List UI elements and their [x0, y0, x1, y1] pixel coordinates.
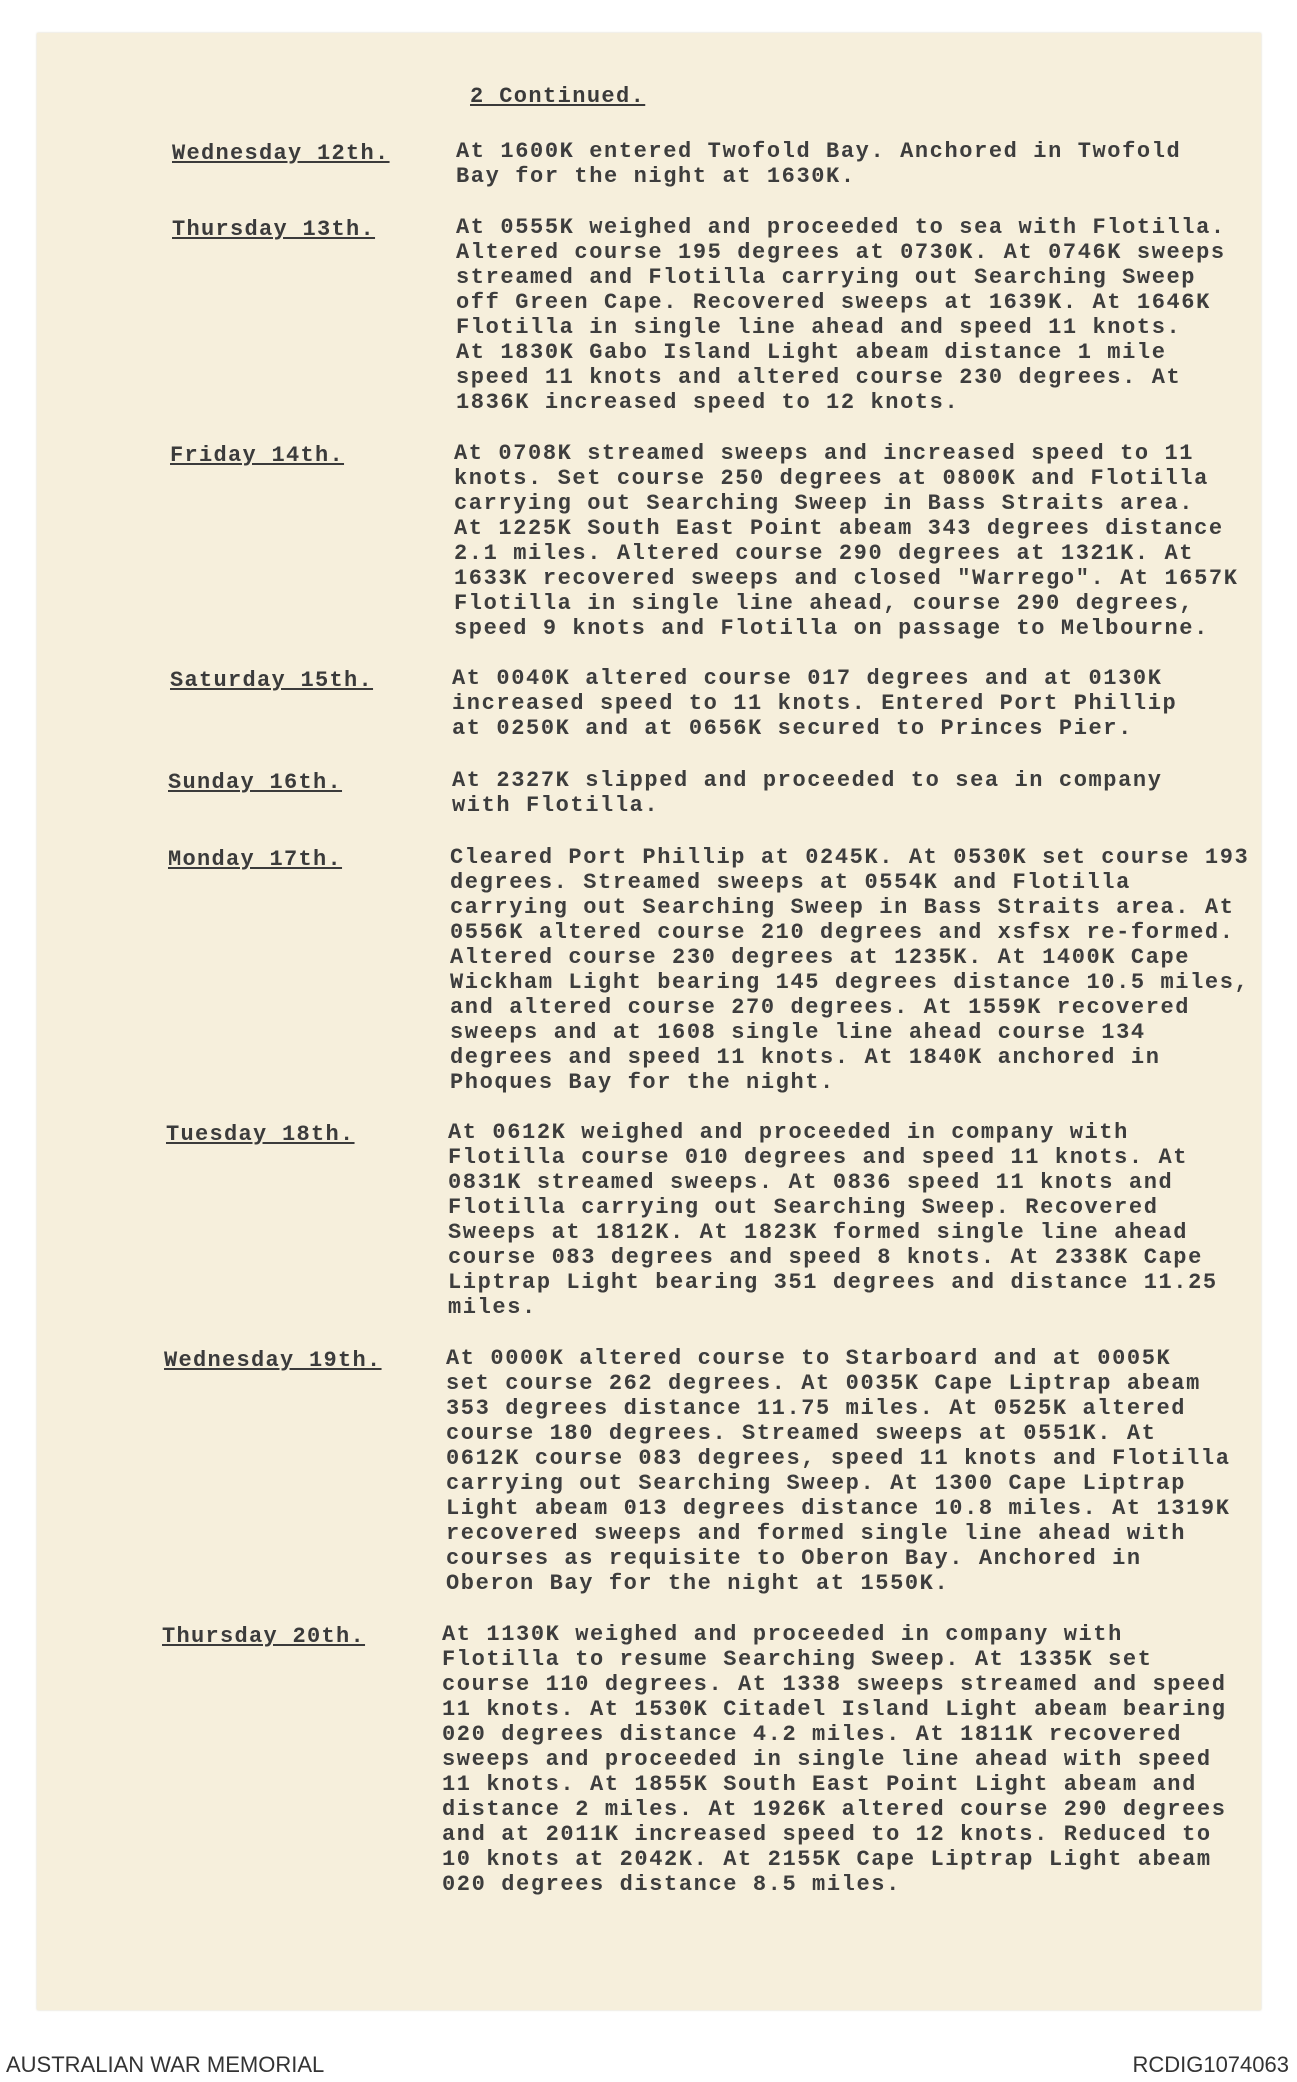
entry-line: At 2327K slipped and proceeded to sea in company	[452, 768, 1163, 793]
entry-line: 0612K course 083 degrees, speed 11 knots and Flotilla	[446, 1446, 1231, 1471]
entry-line: Sweeps at 1812K. At 1823K formed single line ahead	[448, 1220, 1189, 1245]
entry-text	[448, 1120, 1218, 1320]
entry-line: At 0708K streamed sweeps and increased speed to 11	[454, 441, 1195, 466]
page-heading: 2 Continued.	[470, 84, 646, 109]
entry-text	[446, 1346, 1231, 1596]
entry-line: Flotilla to resume Searching Sweep. At 1335K set	[442, 1647, 1153, 1672]
entry-line: 10 knots at 2042K. At 2155K Cape Liptrap Light abeam	[442, 1847, 1212, 1872]
entry-line: At 1600K entered Twofold Bay. Anchored in Twofold	[456, 139, 1182, 164]
entry-line: speed 9 knots and Flotilla on passage to Melbourne.	[454, 616, 1209, 641]
entry-line: set course 262 degrees. At 0035K Cape Liptrap abeam	[446, 1371, 1201, 1396]
entry-line: increased speed to 11 knots. Entered Port Phillip	[452, 691, 1178, 716]
entry-line: Flotilla carrying out Searching Sweep. Recovered	[448, 1195, 1159, 1220]
entry-text	[454, 441, 1239, 641]
entry-line: 020 degrees distance 4.2 miles. At 1811K recovered	[442, 1722, 1183, 1747]
entry-line: speed 11 knots and altered course 230 degrees. At	[456, 365, 1182, 390]
entry-line: Phoques Bay for the night.	[450, 1070, 835, 1095]
entry-line: At 0040K altered course 017 degrees and at 0130K	[452, 666, 1163, 691]
entry-line: 1836K increased speed to 12 knots.	[456, 390, 960, 415]
entry-line: with Flotilla.	[452, 793, 660, 818]
entry-text	[456, 139, 1181, 189]
entry-line: 1633K recovered sweeps and closed "Warrego". At 1657K	[454, 566, 1239, 591]
entry-line: streamed and Flotilla carrying out Searching Sweep	[456, 265, 1197, 290]
entry-text	[456, 215, 1226, 415]
entry-line: At 1225K South East Point abeam 343 degrees distance	[454, 516, 1224, 541]
entry-line: at 0250K and at 0656K secured to Princes Pier.	[452, 716, 1133, 741]
entry-date: Saturday 15th.	[170, 668, 374, 693]
entry-line: 11 knots. At 1530K Citadel Island Light abeam bearing	[442, 1697, 1227, 1722]
entry-line: degrees. Streamed sweeps at 0554K and Flotilla	[450, 870, 1131, 895]
footer-source: AUSTRALIAN WAR MEMORIAL	[6, 2052, 325, 2077]
entry-text	[452, 768, 1163, 818]
entry-line: Bay for the night at 1630K.	[456, 164, 856, 189]
entry-line: sweeps and at 1608 single line ahead course 134	[450, 1020, 1146, 1045]
entry-date: Sunday 16th.	[168, 770, 343, 795]
entry-line: course 083 degrees and speed 8 knots. At 2338K Cape	[448, 1245, 1203, 1270]
entry-date: Thursday 13th.	[172, 217, 376, 242]
entry-line: distance 2 miles. At 1926K altered course 290 degrees	[442, 1797, 1227, 1822]
entry-text	[450, 845, 1249, 1095]
entry-line: carrying out Searching Sweep in Bass Straits area.	[454, 491, 1195, 516]
entry-line: and at 2011K increased speed to 12 knots. Reduced to	[442, 1822, 1212, 1847]
entry-line: Light abeam 013 degrees distance 10.8 miles. At 1319K	[446, 1496, 1231, 1521]
entry-line: 11 knots. At 1855K South East Point Light abeam and	[442, 1772, 1197, 1797]
entry-line: and altered course 270 degrees. At 1559K recovered	[450, 995, 1191, 1020]
entry-line: 353 degrees distance 11.75 miles. At 0525K altered	[446, 1396, 1187, 1421]
entry-date: Thursday 20th.	[162, 1624, 366, 1649]
entry-line: 0831K streamed sweeps. At 0836 speed 11 knots and	[448, 1170, 1174, 1195]
entry-date: Monday 17th.	[168, 847, 343, 872]
entry-line: 020 degrees distance 8.5 miles.	[442, 1872, 901, 1897]
entry-line: Altered course 230 degrees at 1235K. At 1400K Cape	[450, 945, 1191, 970]
entry-line: Flotilla in single line ahead, course 290 degrees,	[454, 591, 1195, 616]
entry-line: Wickham Light bearing 145 degrees distance 10.5 miles,	[450, 970, 1250, 995]
entry-line: At 0612K weighed and proceeded in company with	[448, 1120, 1129, 1145]
entry-line: degrees and speed 11 knots. At 1840K anchored in	[450, 1045, 1161, 1070]
entry-line: sweeps and proceeded in single line ahead with speed	[442, 1747, 1212, 1772]
entry-line: miles.	[448, 1295, 537, 1320]
entry-date: Wednesday 12th.	[172, 141, 390, 166]
entry-date: Friday 14th.	[170, 443, 345, 468]
entry-text	[442, 1622, 1227, 1897]
entry-line: course 180 degrees. Streamed sweeps at 0551K. At	[446, 1421, 1157, 1446]
footer-id: RCDIG1074063	[1132, 2052, 1289, 2077]
entry-line: At 0555K weighed and proceeded to sea with Flotilla.	[456, 215, 1226, 240]
entry-line: At 1130K weighed and proceeded in company with	[442, 1622, 1123, 1647]
entry-line: Liptrap Light bearing 351 degrees and distance 11.25	[448, 1270, 1218, 1295]
entry-text	[452, 666, 1177, 741]
entry-date: Wednesday 19th.	[164, 1348, 382, 1373]
entry-line: recovered sweeps and formed single line ahead with	[446, 1521, 1187, 1546]
entry-line: 0556K altered course 210 degrees and xsfsx re-formed.	[450, 920, 1235, 945]
entry-line: Altered course 195 degrees at 0730K. At 0746K sweeps	[456, 240, 1226, 265]
entry-line: At 0000K altered course to Starboard and at 0005K	[446, 1346, 1172, 1371]
entry-line: 2.1 miles. Altered course 290 degrees at 1321K. At	[454, 541, 1195, 566]
entry-line: off Green Cape. Recovered sweeps at 1639K. At 1646K	[456, 290, 1211, 315]
entry-line: Flotilla course 010 degrees and speed 11 knots. At	[448, 1145, 1189, 1170]
entry-line: Flotilla in single line ahead and speed 11 knots.	[456, 315, 1182, 340]
entry-line: Oberon Bay for the night at 1550K.	[446, 1571, 950, 1596]
entry-line: knots. Set course 250 degrees at 0800K and Flotilla	[454, 466, 1209, 491]
entry-line: Cleared Port Phillip at 0245K. At 0530K set course 193	[450, 845, 1250, 870]
entry-line: At 1830K Gabo Island Light abeam distance 1 mile	[456, 340, 1167, 365]
entry-line: carrying out Searching Sweep. At 1300 Cape Liptrap	[446, 1471, 1187, 1496]
entry-line: carrying out Searching Sweep in Bass Straits area. At	[450, 895, 1235, 920]
entry-line: courses as requisite to Oberon Bay. Anchored in	[446, 1546, 1142, 1571]
entry-date: Tuesday 18th.	[166, 1122, 355, 1147]
entry-line: course 110 degrees. At 1338 sweeps streamed and speed	[442, 1672, 1227, 1697]
